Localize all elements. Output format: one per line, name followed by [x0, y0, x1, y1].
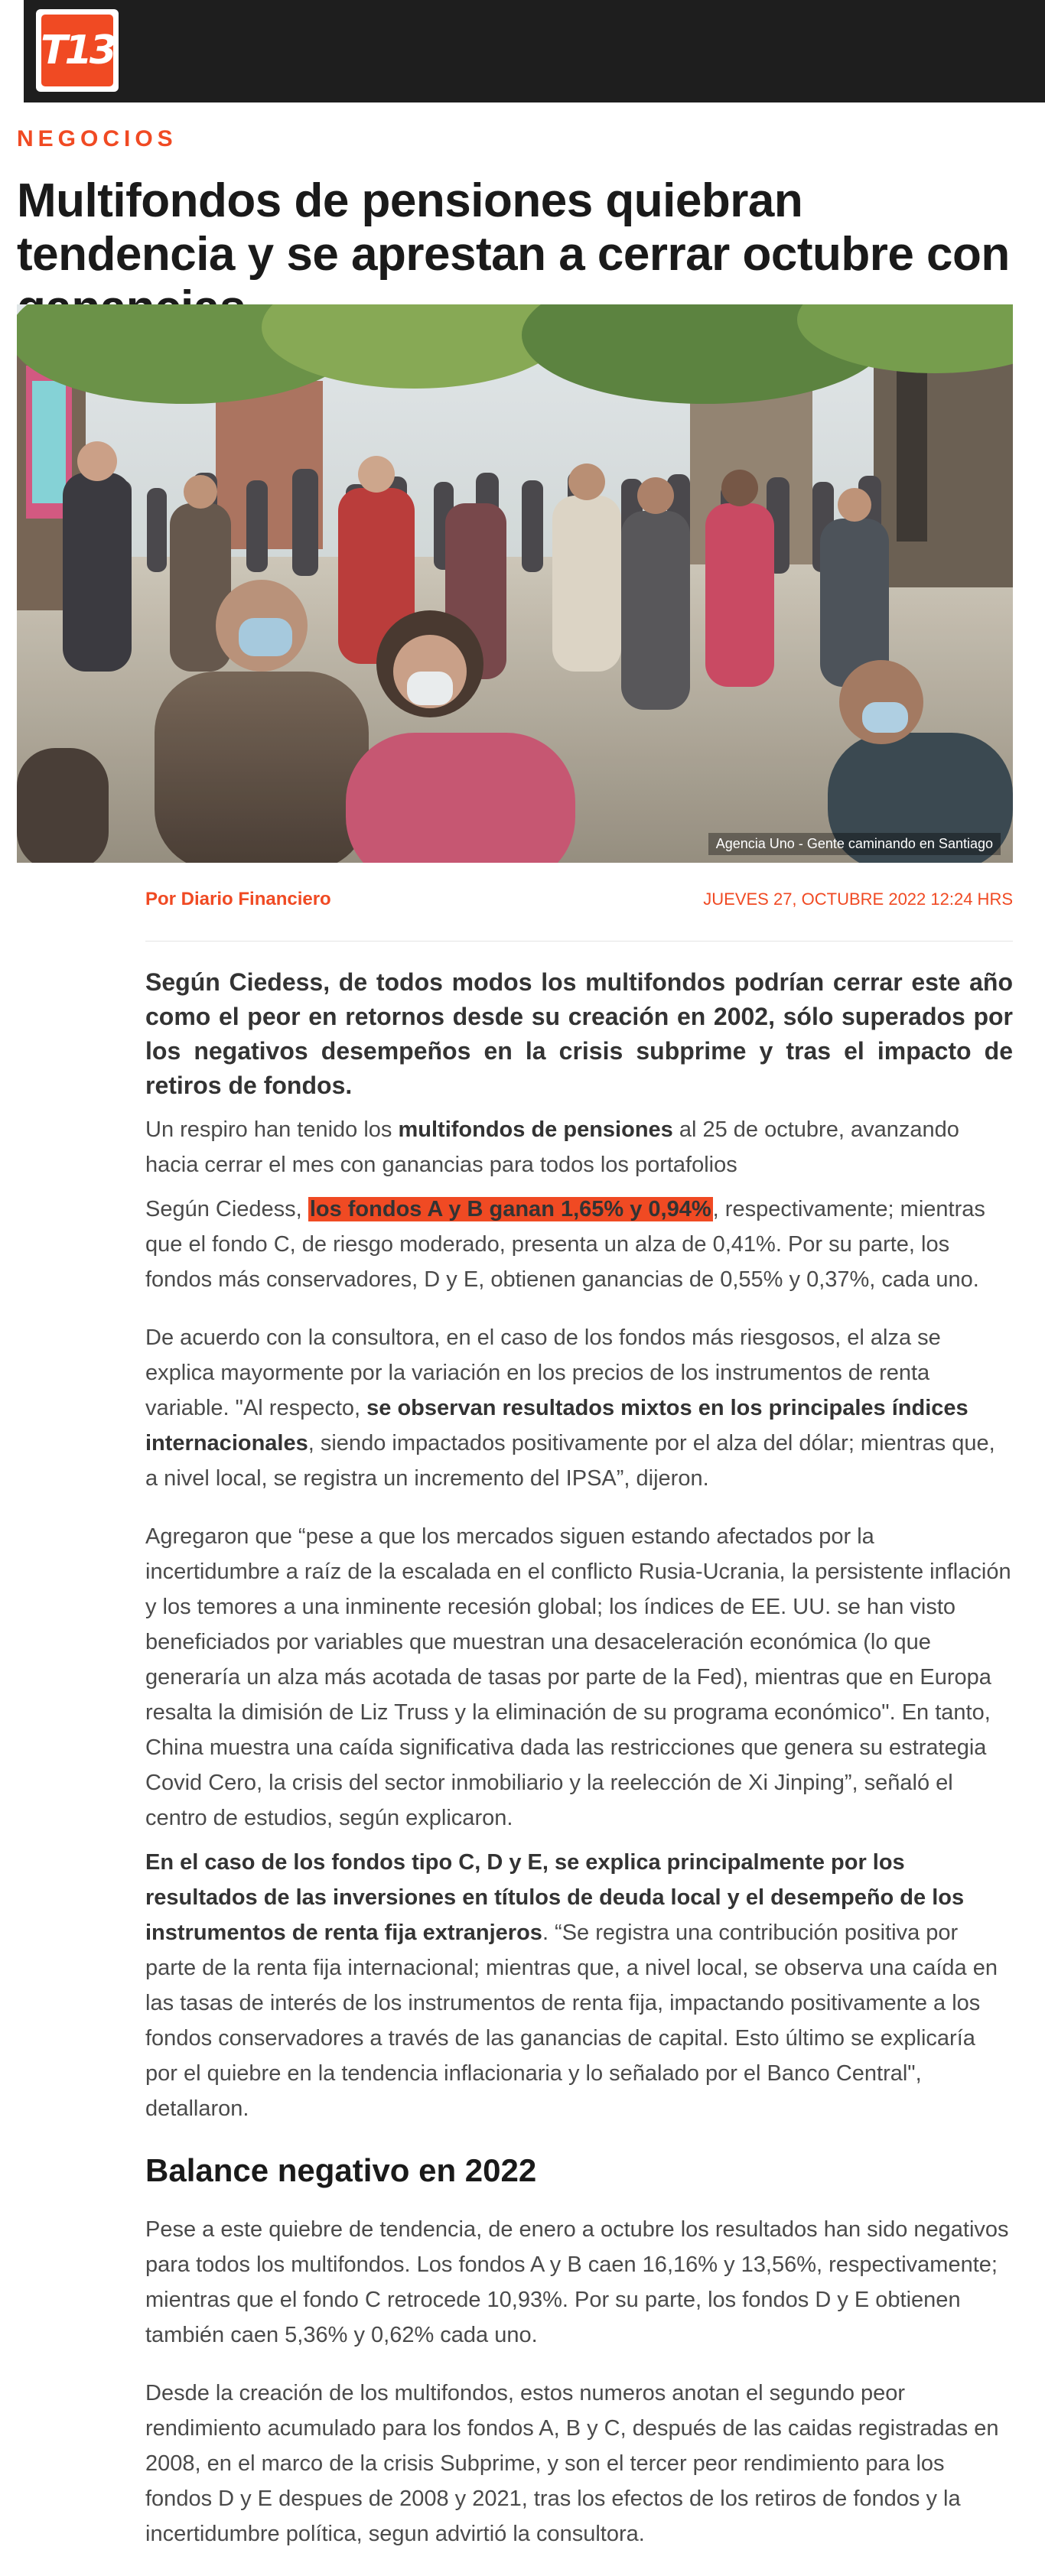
publish-date: JUEVES 27, OCTUBRE 2022 12:24 HRS	[703, 890, 1013, 909]
article-body	[145, 965, 1013, 2574]
paragraph-3-bold: se observan resultados mixtos en los principales índices internacionales	[145, 1396, 968, 1456]
site-logo[interactable]	[36, 9, 119, 92]
article-headline: Multifondos de pensiones quiebran tendencia y se aprestan a cerrar octubre con	[17, 174, 1010, 281]
paragraph-3-text: De acuerdo con la consultora, en el caso de los fondos más riesgosos, el alza se explica mayormente por la variación en los precios de los instrumentos de renta variable. "Al respecto,	[145, 1325, 941, 1420]
section-subheading: Balance negativo en 2022	[145, 2152, 537, 2188]
paragraph-2-text-end: , respectivamente; mientras que el fondo C, de riesgo moderado, presenta un alza de 0,41%. Por su parte, los fondos más conservadores, D y E, obtienen ganancias de 0,55% y 0,37%, cada uno.	[145, 1197, 985, 1292]
site-header	[0, 0, 1045, 102]
paragraph-5	[145, 1845, 1013, 2126]
paragraph-2-highlight: los fondos A y B ganan 1,65% y 0,94%	[309, 1197, 711, 1221]
paragraph-1-bold: multifondos de pensiones	[398, 1117, 673, 1142]
paragraph-6: Pese a este quiebre de tendencia, de enero a octubre los resultados han sido negativos para todos los multifondos. Los fondos A y B caen 16,16% y 13,56%, respectivamente; mientras que el fondo C retrocede 10,93%. Por su parte, los fondos D y E obtienen también caen 5,36% y 0,62% cada uno.	[145, 2217, 1009, 2347]
paragraph-2-text: Según Ciedess,	[145, 1197, 308, 1221]
article-photo	[17, 304, 1013, 863]
paragraph-3	[145, 1320, 1013, 1496]
paragraph-4: Agregaron que “pese a que los mercados siguen estando afectados por la incertidumbre a raíz de la escalada en el conflicto Rusia-Ucrania, la persistente inflación y los temores a una inminente recesión global; los índices de EE. UU. se han visto beneficiados por variables que muestran una desaceleración económica (lo que generaría un alza más acotada de tasas por parte de la Fed), mientras que en Europa resalta la dimisión de Liz Truss y la eliminación de su programa económico". En tanto, China muestra una caída significativa dada las restricciones que genera su estrategia Covid Cero, la crisis del sector inmobiliario y la reelección de Xi Jinping”, señaló el centro de estudios, según explicaron.	[145, 1524, 1011, 1830]
paragraph-3-text-end: , siendo impactados positivamente por el alza del dólar; mientras que, a nivel local, se registra un incremento del IPSA”, dijeron.	[145, 1431, 995, 1491]
image-caption: Agencia Uno - Gente caminando en Santiago	[708, 833, 1001, 855]
paragraph-5-bold: En el caso de los fondos tipo C, D y E, se explica principalmente por los resultados de las inversiones en títulos de deuda local y el desempeño de los instrumentos de renta fija extranjeros	[145, 1850, 965, 1945]
byline-divider	[145, 941, 1013, 942]
paragraph-5-text: . “Se registra una contribución positiva por parte de la renta fija internacional; mientras que, a nivel local, se observa una caída en las tasas de interés de los instrumentos de renta fija, impactando positivamente a los fondos conservadores a través de las ganancias de capital. Esto último se explicaría por el quiebre en la tendencia inflacionaria y lo señalado por el Banco Central", detallaron.	[145, 1921, 998, 2121]
paragraph-2	[145, 1192, 1013, 1297]
article-lead: Según Ciedess, de todos modos los multifondos podrían cerrar este año como el peor en retornos desde su creación en 2002, sólo superados por los negativos desempeños en la crisis subprime y tras el impacto de retiros de fondos.	[145, 968, 1013, 1099]
crowd-street-illustration	[17, 304, 1013, 863]
site-logo-mark	[41, 15, 113, 86]
site-logo-text: T13	[41, 28, 114, 73]
paragraph-1-text: Un respiro han tenido los	[145, 1117, 399, 1142]
paragraph-1	[145, 1112, 1013, 1182]
paragraph-7: Desde la creación de los multifondos, estos numeros anotan el segundo peor rendimiento acumulado para los fondos A, B y C, después de las caidas registradas en 2008, en el marco de la crisis Subprime, y son el tercer peor rendimiento para los fondos D y E despues de 2008 y 2021, tras los efectos de los retiros de fondos y la incertidumbre política, segun advirtió la consultora.	[145, 2381, 999, 2546]
header-left-strip	[0, 0, 24, 102]
paragraph-1-text-end: al 25 de octubre, avanzando hacia cerrar el mes con ganancias para todos los portafolios	[145, 1117, 959, 1177]
author-byline[interactable]: Por Diario Financiero	[145, 889, 331, 909]
section-label[interactable]: NEGOCIOS	[17, 126, 177, 151]
